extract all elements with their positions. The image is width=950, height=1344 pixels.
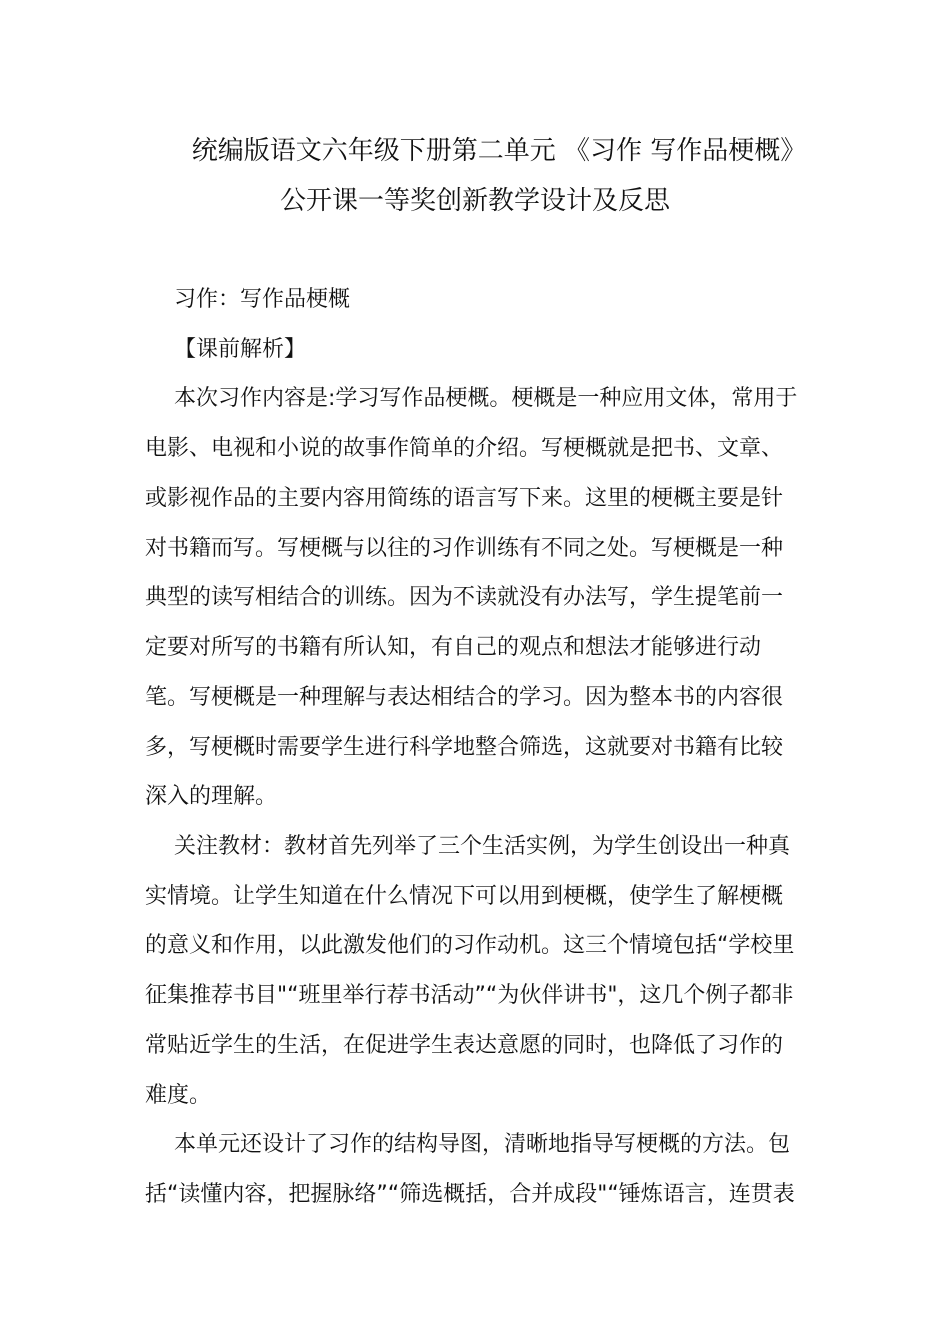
paragraph-line: 关注教材：教材首先列举了三个生活实例，为学生创设出一种真 — [174, 834, 791, 859]
paragraph-line: 括“读懂内容，把握脉络”“筛选概括，合并成段"“锤炼语言，连贯表 — [145, 1182, 795, 1207]
paragraph-line: 或影视作品的主要内容用简练的语言写下来。这里的梗概主要是针 — [145, 486, 784, 511]
paragraph-line: 实情境。让学生知道在什么情况下可以用到梗概，使学生了解梗概 — [145, 884, 784, 909]
document-title-line-2: 公开课一等奖创新教学设计及反思 — [279, 186, 670, 216]
section-heading-pre-class-analysis: 【课前解析】 — [174, 337, 307, 362]
paragraph-line: 多，写梗概时需要学生进行科学地整合筛选，这就要对书籍有比较 — [145, 735, 784, 760]
paragraph-line: 常贴近学生的生活，在促进学生表达意愿的同时，也降低了习作的 — [145, 1033, 784, 1058]
paragraph-line: 难度。 — [145, 1083, 212, 1108]
paragraph-line: 对书籍而写。写梗概与以往的习作训练有不同之处。写梗概是一种 — [145, 536, 784, 561]
document-title-line-1: 统编版语文六年级下册第二单元 《习作 写作品梗概》 — [191, 136, 807, 166]
paragraph-line: 定要对所写的书籍有所认知，有自己的观点和想法才能够进行动 — [145, 635, 762, 660]
paragraph-line: 本次习作内容是:学习写作品梗概。梗概是一种应用文体，常用于 — [174, 386, 798, 411]
paragraph-line: 典型的读写相结合的训练。因为不读就没有办法写，学生提笔前一 — [145, 585, 784, 610]
paragraph-line: 的意义和作用，以此激发他们的习作动机。这三个情境包括“学校里 — [145, 933, 795, 958]
paragraph-line: 征集推荐书目"“班里举行荐书活动”“为伙伴讲书"，这几个例子都非 — [145, 983, 794, 1008]
paragraph-line: 电影、电视和小说的故事作简单的介绍。写梗概就是把书、文章、 — [145, 436, 784, 461]
paragraph-line: 笔。写梗概是一种理解与表达相结合的学习。因为整本书的内容很 — [145, 685, 784, 710]
section-heading-writing: 习作：写作品梗概 — [174, 287, 351, 312]
paragraph-line: 深入的理解。 — [145, 784, 278, 809]
paragraph-line: 本单元还设计了习作的结构导图，清晰地指导写梗概的方法。包 — [174, 1132, 791, 1157]
